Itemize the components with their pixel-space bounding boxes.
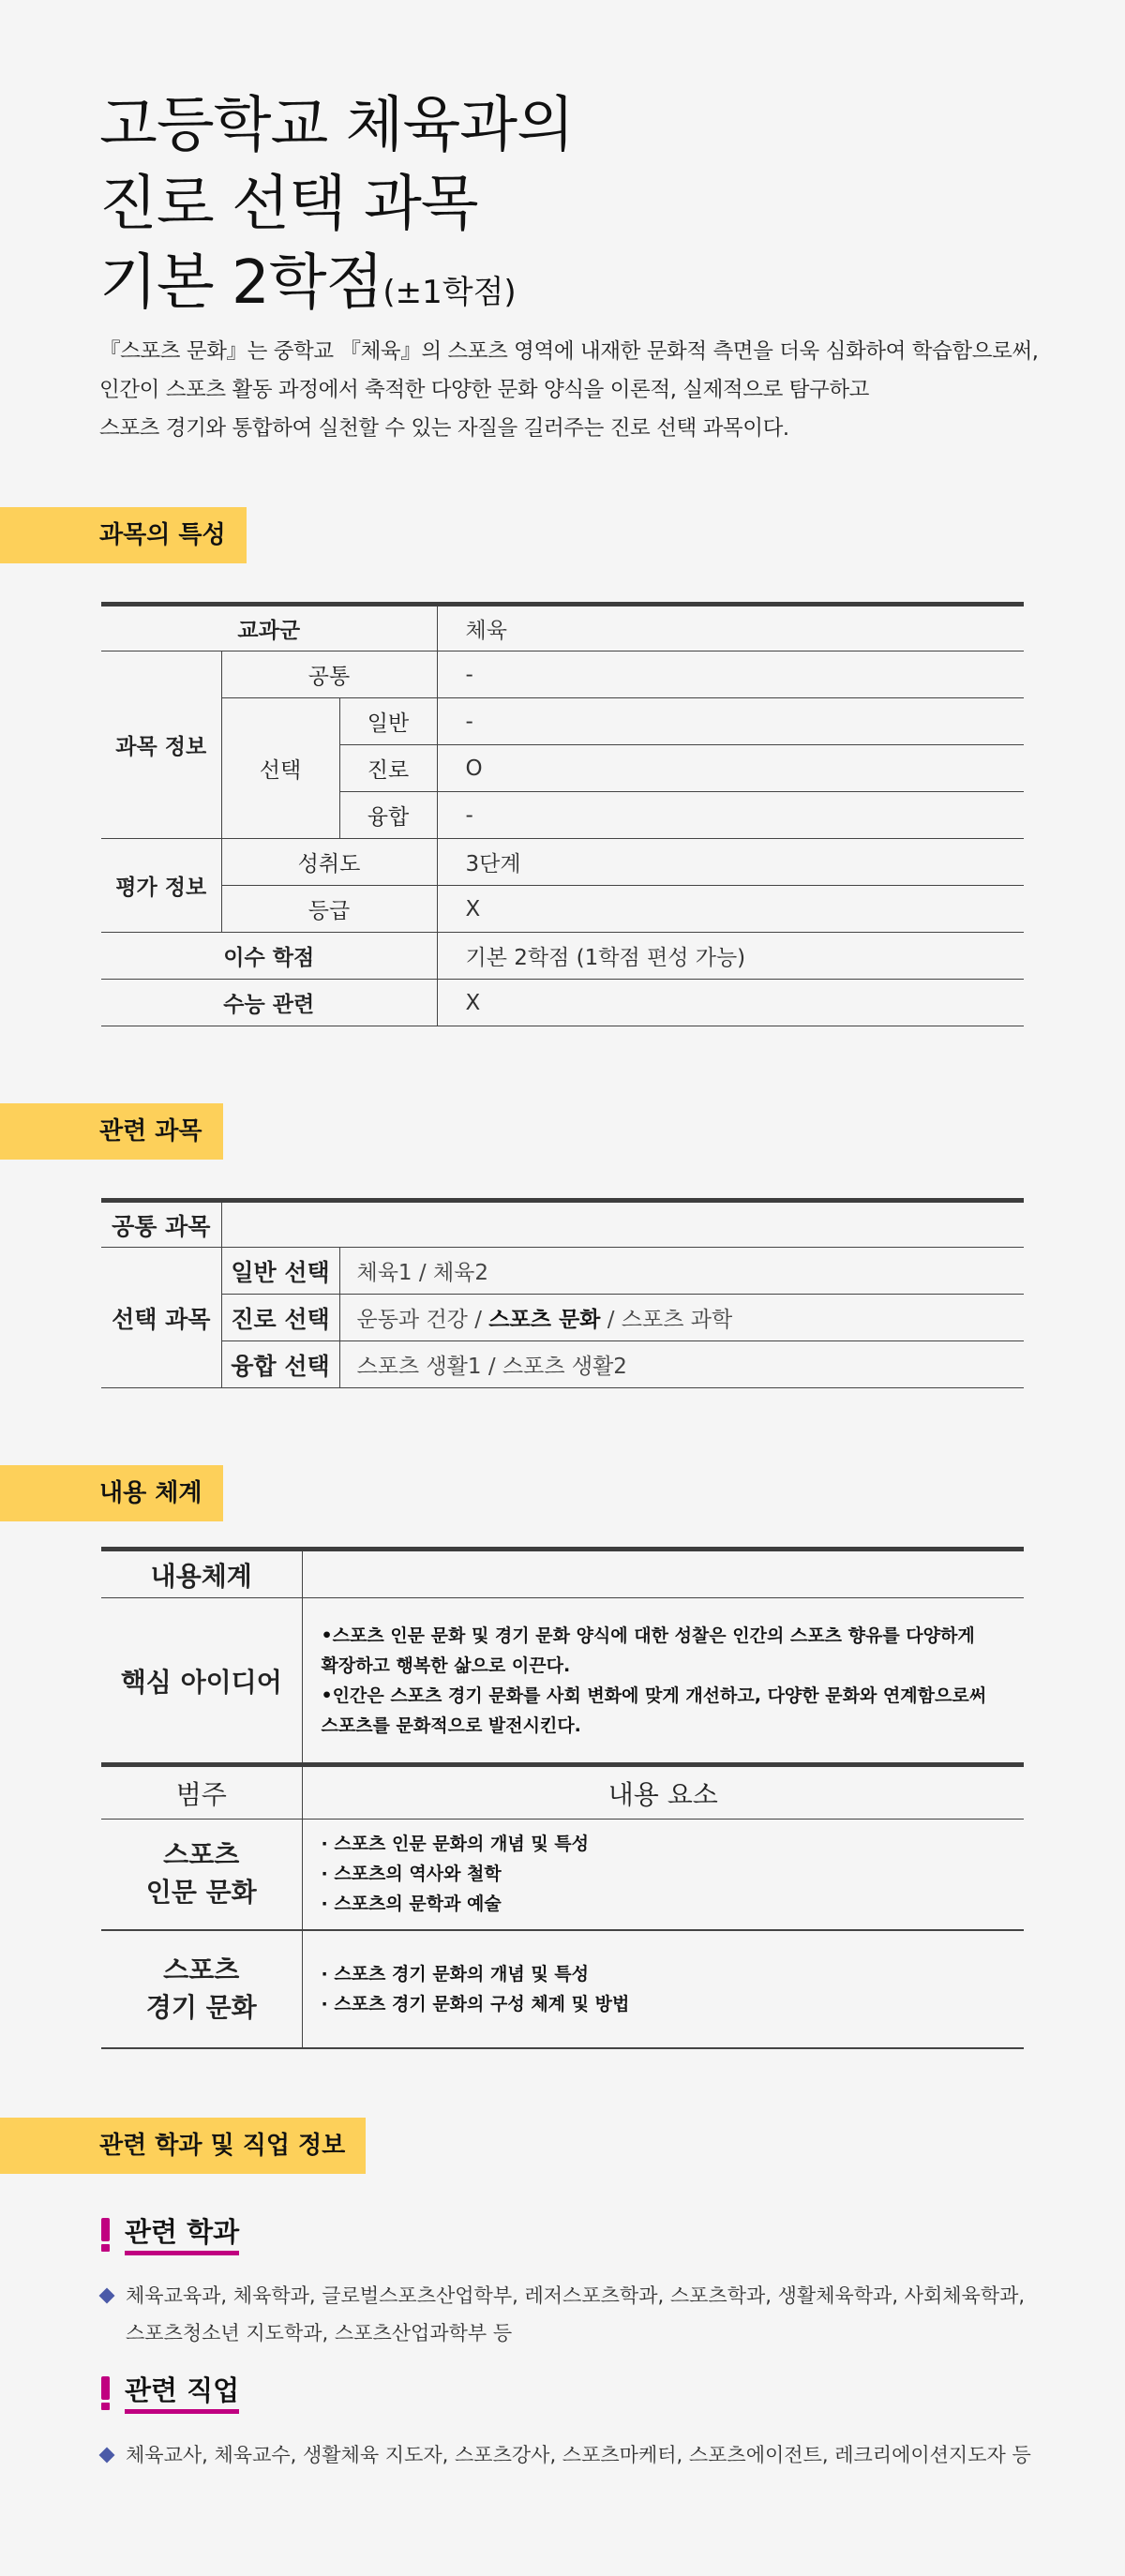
- subject-group-label: 교과군: [101, 605, 437, 651]
- table-row: [101, 839, 1024, 886]
- core-idea-label: 핵심 아이디어: [101, 1598, 302, 1765]
- list-item: · 스포츠 경기 문화의 개념 및 특성: [321, 1963, 590, 1984]
- subject-group-value: 체육: [437, 605, 1024, 651]
- category-competition-line-2: 경기 문화: [145, 1991, 257, 2023]
- departments-heading-text: 관련 학과: [125, 2215, 239, 2255]
- jobs-line-1: 체육교사, 체육교수, 생활체육 지도자, 스포츠강사, 스포츠마케터, 스포츠에이전트, 레크리에이션지도자 등: [126, 2444, 1031, 2466]
- career-label: 진로: [339, 745, 437, 792]
- departments-list: [101, 2277, 1039, 2352]
- exclamation-icon: [101, 2376, 110, 2410]
- title-line-2: 진로 선택 과목: [99, 170, 478, 239]
- departments-line-2: 스포츠청소년 지도학과, 스포츠산업과학부 등: [126, 2322, 513, 2344]
- career-elective-highlight: 스포츠 문화: [488, 1308, 601, 1332]
- list-item: · 스포츠의 문학과 예술: [321, 1894, 502, 1915]
- category-competition: [101, 1930, 302, 2048]
- table-row: [101, 1201, 1024, 1248]
- table-row: [101, 605, 1024, 651]
- departments-heading: [101, 2212, 239, 2257]
- general-label: 일반: [339, 698, 437, 745]
- career-elective-value: [339, 1295, 1024, 1341]
- intro-line-3: 스포츠 경기와 통합하여 실천할 수 있는 자질을 길러주는 진로 선택 과목이다.: [99, 416, 789, 441]
- category-humanities: [101, 1820, 302, 1930]
- related-subjects-table: [101, 1198, 1024, 1388]
- intro-line-1: 『스포츠 문화』는 중학교 『체육』의 스포츠 영역에 내재한 문화적 측면을 더욱 심화하여 학습함으로써,: [99, 339, 1039, 364]
- core-idea-1a: •스포츠 인문 문화 및 경기 문화 양식에 대한 성찰은 인간의 스포츠 향유를 다양하게: [321, 1625, 975, 1646]
- content-system-table: [101, 1547, 1024, 2049]
- core-idea-2b: 스포츠를 문화적으로 발전시킨다.: [321, 1715, 581, 1736]
- core-idea-2a: •인간은 스포츠 경기 문화를 사회 변화에 맞게 개선하고, 다양한 문화와 연계함으로써: [321, 1685, 987, 1706]
- credits-label: 이수 학점: [101, 933, 437, 980]
- table-row: [101, 1550, 1024, 1598]
- core-idea-value: [302, 1598, 1024, 1765]
- category-competition-line-1: 스포츠: [163, 1954, 240, 1985]
- career-elective-label: 진로 선택: [221, 1295, 339, 1341]
- career-value: O: [437, 745, 1024, 792]
- intro-line-2: 인간이 스포츠 활동 과정에서 축적한 다양한 문화 양식을 이론적, 실제적으로 탐구하고: [99, 378, 869, 402]
- title-line-3: [99, 244, 574, 332]
- table-row: [101, 1930, 1024, 2048]
- list-item: · 스포츠 인문 문화의 개념 및 특성: [321, 1834, 590, 1855]
- title-credits: 기본 2학점: [99, 248, 383, 318]
- general-elective-label: 일반 선택: [221, 1248, 339, 1295]
- core-idea-1b: 확장하고 행복한 삶으로 이끈다.: [321, 1655, 571, 1676]
- category-humanities-line-1: 스포츠: [163, 1839, 240, 1871]
- fusion-label: 융합: [339, 792, 437, 839]
- table-row: [101, 933, 1024, 980]
- features-table: [101, 602, 1024, 1026]
- category-competition-elements: [302, 1930, 1024, 2048]
- system-label: 내용체계: [101, 1550, 302, 1598]
- table-row: [101, 980, 1024, 1026]
- csat-label: 수능 관련: [101, 980, 437, 1026]
- title-line-1: 고등학교 체육과의: [99, 91, 574, 160]
- common-subject-label: 공통 과목: [101, 1201, 221, 1248]
- category-label: 범주: [101, 1765, 302, 1820]
- table-row: [101, 1248, 1024, 1295]
- grade-value: X: [437, 886, 1024, 933]
- system-value: [302, 1550, 1024, 1598]
- section-tag-related-subjects: 관련 과목: [0, 1103, 223, 1160]
- diamond-bullet-icon: [99, 2448, 115, 2464]
- list-item: · 스포츠 경기 문화의 구성 체계 및 방법: [321, 1993, 630, 2014]
- csat-value: X: [437, 980, 1024, 1026]
- section-tag-content-system: 내용 체계: [0, 1465, 223, 1521]
- jobs-heading: [101, 2371, 239, 2416]
- jobs-heading-text: 관련 직업: [125, 2374, 239, 2414]
- career-elective-part-b: / 스포츠 과학: [600, 1308, 733, 1332]
- section-tag-features: 과목의 특성: [0, 507, 247, 563]
- achievement-value: 3단계: [437, 839, 1024, 886]
- elective-label: 선택: [221, 698, 339, 839]
- general-value: -: [437, 698, 1024, 745]
- jobs-list: [101, 2436, 1039, 2474]
- table-row: [101, 1295, 1024, 1341]
- category-humanities-elements: [302, 1820, 1024, 1930]
- eval-info-label: 평가 정보: [101, 839, 221, 933]
- elements-label: 내용 요소: [302, 1765, 1024, 1820]
- table-row: [101, 886, 1024, 933]
- table-row: [101, 1765, 1024, 1820]
- category-humanities-line-2: 인문 문화: [145, 1877, 257, 1909]
- fusion-elective-label: 융합 선택: [221, 1341, 339, 1388]
- credits-value: 기본 2학점 (1학점 편성 가능): [437, 933, 1024, 980]
- departments-line-1: 체육교육과, 체육학과, 글로벌스포츠산업학부, 레저스포츠학과, 스포츠학과, 생활체육학과, 사회체육학과,: [126, 2284, 1026, 2307]
- section-tag-jobs: 관련 학과 및 직업 정보: [0, 2118, 366, 2174]
- departments-text: [126, 2277, 1025, 2352]
- intro-paragraph: [99, 333, 1046, 448]
- elective-subject-label: 선택 과목: [101, 1248, 221, 1388]
- table-row: [101, 1341, 1024, 1388]
- list-item: · 스포츠의 역사와 철학: [321, 1864, 502, 1885]
- achievement-label: 성취도: [221, 839, 437, 886]
- fusion-elective-value: 스포츠 생활1 / 스포츠 생활2: [339, 1341, 1024, 1388]
- common-value: -: [437, 651, 1024, 698]
- grade-label: 등급: [221, 886, 437, 933]
- general-elective-value: 체육1 / 체육2: [339, 1248, 1024, 1295]
- fusion-value: -: [437, 792, 1024, 839]
- table-row: [101, 1820, 1024, 1930]
- table-row: [101, 651, 1024, 698]
- title-credits-sub: (±1학점): [382, 274, 517, 311]
- table-row: [101, 698, 1024, 745]
- common-label: 공통: [221, 651, 437, 698]
- course-info-label: 과목 정보: [101, 651, 221, 839]
- exclamation-icon: [101, 2218, 110, 2252]
- diamond-bullet-icon: [99, 2288, 115, 2304]
- page-title: [99, 86, 574, 332]
- career-elective-part-a: 운동과 건강 /: [356, 1308, 489, 1332]
- common-subject-value: [221, 1201, 1024, 1248]
- table-row: [101, 1598, 1024, 1765]
